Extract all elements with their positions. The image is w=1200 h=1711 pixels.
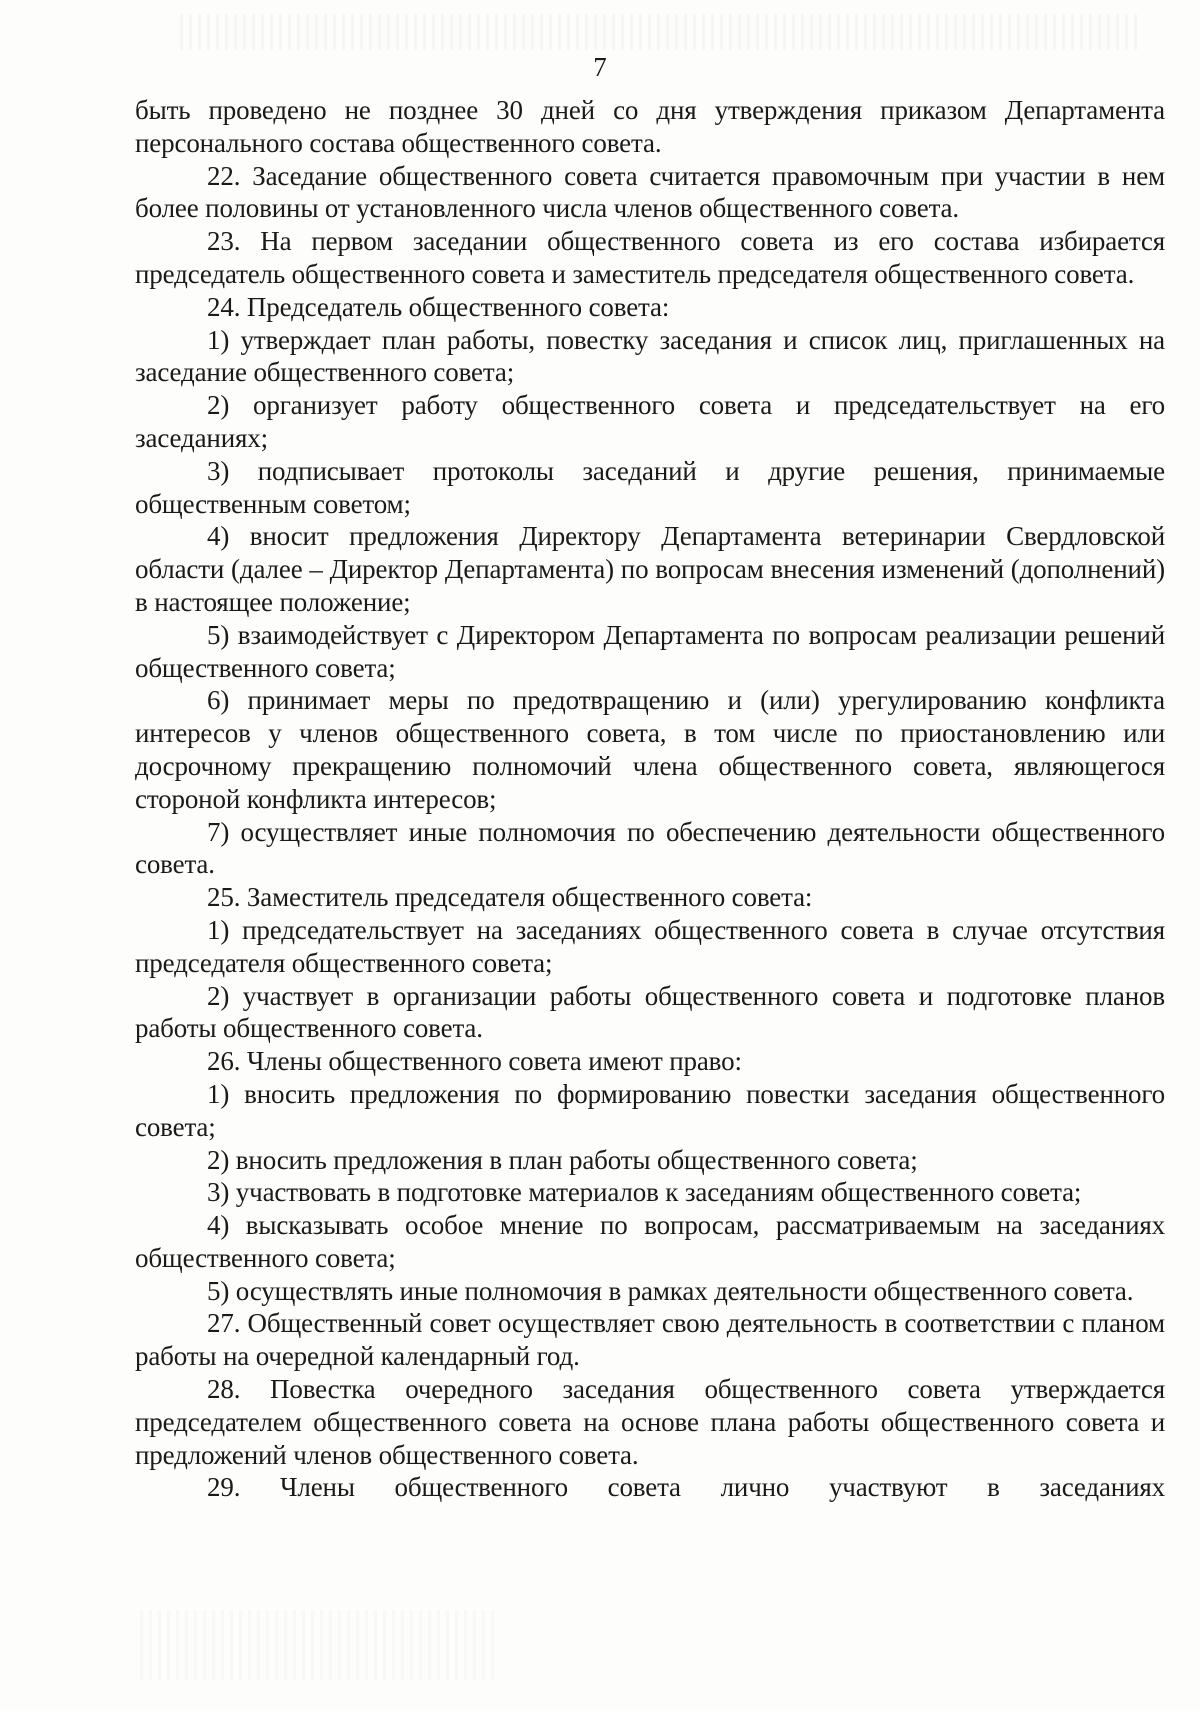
paragraph-24-item-4: 4) вносит предложения Директору Департамента ветеринарии Свердловской области (далее – Директор Департамента) по вопросам внесения изменений (дополнений) в настоящее положение; — [135, 521, 1165, 617]
paragraph-27: 27. Общественный совет осуществляет свою деятельность в соответствии с планом работы на очередной календарный год. — [135, 1308, 1165, 1372]
paragraph-23: 23. На первом заседании общественного совета из его состава избирается председатель общественного совета и заместитель председателя общественного совета. — [135, 226, 1165, 289]
paragraph-24-item-5: 5) взаимодействует с Директором Департамента по вопросам реализации решений общественного совета; — [135, 619, 1165, 683]
paragraph-24-item-1: 1) утверждает план работы, повестку заседания и список лиц, приглашенных на заседание общественного совета; — [135, 324, 1165, 388]
paragraph-25-item-1: 1) председательствует на заседаниях общественного совета в случае отсутствия председателя общественного совета; — [135, 914, 1165, 978]
paragraph-28: 28. Повестка очередного заседания общественного совета утверждается председателем общественного совета на основе плана работы общественного совета и предложений членов общественного совета. — [135, 1374, 1165, 1470]
paragraph-26-item-1: 1) вносить предложения по формированию повестки заседания общественного совета; — [135, 1078, 1165, 1142]
paragraph-24-item-3: 3) подписывает протоколы заседаний и другие решения, принимаемые общественным советом; — [135, 455, 1165, 519]
scan-artifact-top — [180, 14, 1140, 50]
paragraph-25-item-2: 2) участвует в организации работы общественного совета и подготовке планов работы общественного совета. — [135, 980, 1165, 1044]
paragraph-26-item-5: 5) осуществлять иные полномочия в рамках деятельности общественного совета. — [207, 1275, 1134, 1306]
paragraph-24-item-7: 7) осуществляет иные полномочия по обеспечению деятельности общественного совета. — [135, 816, 1165, 880]
paragraph-24-item-2: 2) организует работу общественного совета и председательствует на его заседаниях; — [135, 390, 1165, 453]
page-number: 7 — [593, 52, 607, 82]
paragraph-26: 26. Члены общественного совета имеют право: — [207, 1046, 742, 1077]
paragraph-continuation: быть проведено не позднее 30 дней со дня утверждения приказом Департамента персонального состава общественного совета. — [135, 95, 1165, 158]
paragraph-26-item-4: 4) высказывать особое мнение по вопросам, рассматриваемым на заседаниях общественного совета; — [135, 1210, 1165, 1273]
paragraph-29: 29. Члены общественного совета лично участвуют в заседаниях — [207, 1472, 1165, 1503]
document-body — [135, 94, 1165, 1504]
paragraph-24: 24. Председатель общественного совета: — [207, 291, 670, 322]
scan-artifact-bottom — [140, 1610, 500, 1680]
paragraph-26-item-3: 3) участвовать в подготовке материалов к заседаниям общественного совета; — [207, 1177, 1082, 1208]
paragraph-24-item-6: 6) принимает меры по предотвращению и (или) урегулированию конфликта интересов у членов общественного совета, в том числе по приостановлению или досрочному прекращению полномочий члена общественного совета, являющегося стороной конфликта интересов; — [135, 685, 1165, 814]
paragraph-26-item-2: 2) вносить предложения в план работы общественного совета; — [207, 1144, 918, 1175]
paragraph-22: 22. Заседание общественного совета считается правомочным при участии в нем более половины от установленного числа членов общественного совета. — [135, 160, 1165, 224]
paragraph-25: 25. Заместитель председателя общественного совета: — [207, 882, 813, 913]
